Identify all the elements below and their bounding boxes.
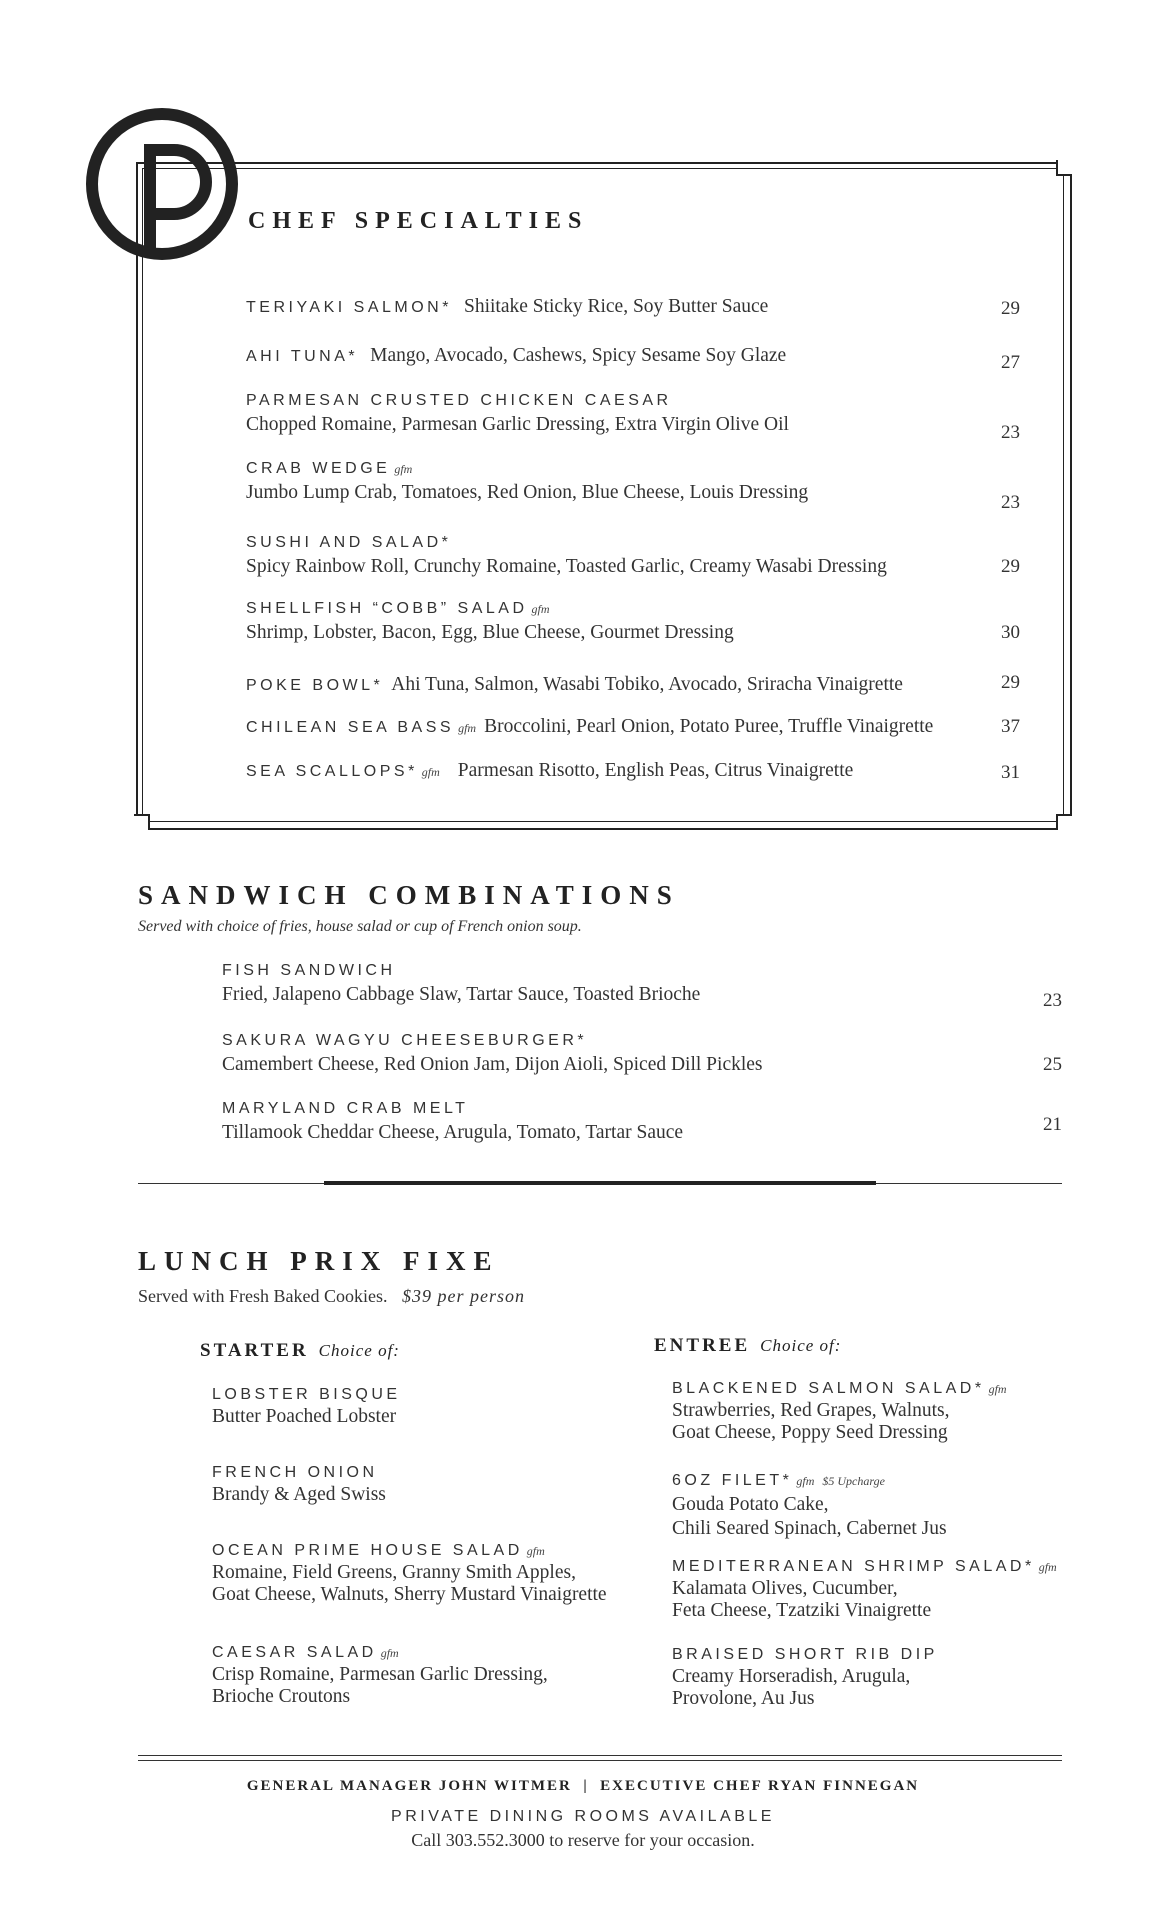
item-desc: Shiitake Sticky Rice, Soy Butter Sauce [463, 296, 769, 317]
footer-private-dining: PRIVATE DINING ROOMS AVAILABLE [391, 1808, 775, 1825]
starter-label: STARTER [200, 1340, 309, 1361]
item-price: 23 [1043, 990, 1062, 1011]
item-price: 25 [1043, 1054, 1062, 1075]
menu-item [222, 1032, 1002, 1076]
item-name: 6OZ FILET* [672, 1472, 793, 1489]
item-name: CRAB WEDGE [246, 460, 391, 477]
gfm-tag: gfm [421, 765, 440, 779]
menu-item [246, 600, 976, 644]
menu-item [222, 962, 1002, 1006]
item-desc: Romaine, Field Greens, Granny Smith Apples, [212, 1562, 576, 1583]
entree-item [672, 1472, 1072, 1540]
item-desc: Spicy Rainbow Roll, Crunchy Romaine, Toasted Garlic, Creamy Wasabi Dressing [246, 556, 887, 577]
entree-choice: Choice of: [760, 1336, 842, 1355]
divider-accent [324, 1181, 876, 1185]
menu-item [246, 534, 976, 578]
item-price: 30 [1001, 622, 1020, 643]
starter-item [212, 1644, 652, 1708]
footer-rule [138, 1755, 1062, 1756]
menu-item [246, 392, 976, 436]
prix-fixe-title: LUNCH PRIX FIXE [138, 1246, 500, 1276]
item-desc: Butter Poached Lobster [212, 1406, 397, 1427]
item-name: CHILEAN SEA BASS [246, 719, 455, 736]
item-desc: Parmesan Risotto, English Peas, Citrus Vinaigrette [457, 760, 854, 781]
gfm-tag: gfm [796, 1474, 815, 1488]
menu-item [246, 760, 976, 782]
item-desc: Chopped Romaine, Parmesan Garlic Dressing, Extra Virgin Olive Oil [246, 414, 789, 435]
item-name: SHELLFISH “COBB” SALAD [246, 600, 528, 617]
menu-item [246, 345, 976, 367]
item-name: PARMESAN CRUSTED CHICKEN CAESAR [246, 392, 672, 409]
gfm-tag: gfm [531, 602, 550, 616]
menu-item [246, 716, 976, 738]
entree-item [672, 1558, 1092, 1622]
sandwich-subtitle: Served with choice of fries, house salad or cup of French onion soup. [138, 918, 582, 935]
item-desc: Crisp Romaine, Parmesan Garlic Dressing, [212, 1664, 548, 1685]
starter-item [212, 1464, 652, 1506]
item-desc: Ahi Tuna, Salmon, Wasabi Tobiko, Avocado, Sriracha Vinaigrette [391, 674, 903, 695]
item-desc: Tillamook Cheddar Cheese, Arugula, Tomato, Tartar Sauce [222, 1122, 684, 1143]
footer-rule [138, 1760, 1062, 1761]
item-name: SAKURA WAGYU CHEESEBURGER* [222, 1032, 588, 1049]
prix-fixe-served: Served with Fresh Baked Cookies. [138, 1286, 388, 1306]
item-desc: Creamy Horseradish, Arugula, [672, 1666, 911, 1687]
item-desc: Strawberries, Red Grapes, Walnuts, [672, 1400, 950, 1421]
entree-item [672, 1380, 1072, 1444]
frame-corner [1056, 160, 1072, 176]
starter-heading [200, 1340, 400, 1362]
entree-item [672, 1646, 1072, 1710]
item-name: TERIYAKI SALMON* [246, 299, 452, 316]
item-desc: Provolone, Au Jus [672, 1688, 815, 1709]
item-price: 23 [1001, 492, 1020, 513]
footer-reserve: Call 303.552.3000 to reserve for your occasion. [411, 1830, 755, 1850]
prix-fixe-price: $39 per person [401, 1286, 525, 1306]
item-name: CAESAR SALAD [212, 1644, 377, 1661]
item-desc: Broccolini, Pearl Onion, Potato Puree, Truffle Vinaigrette [484, 716, 934, 737]
logo-letter: P [82, 104, 83, 105]
frame-corner [134, 814, 150, 830]
menu-item [246, 674, 976, 696]
item-name: MEDITERRANEAN SHRIMP SALAD* [672, 1558, 1035, 1575]
item-desc: Kalamata Olives, Cucumber, [672, 1578, 898, 1599]
frame-corner [1056, 814, 1072, 830]
item-desc: Camembert Cheese, Red Onion Jam, Dijon Aioli, Spiced Dill Pickles [222, 1054, 763, 1075]
menu-item [222, 1100, 1002, 1144]
item-name: BRAISED SHORT RIB DIP [672, 1646, 938, 1663]
item-name: SUSHI AND SALAD* [246, 534, 452, 551]
item-desc: Gouda Potato Cake, [672, 1494, 829, 1515]
item-name: POKE BOWL* [246, 677, 384, 694]
gfm-tag: gfm [458, 721, 477, 735]
entree-label: ENTREE [654, 1335, 751, 1356]
item-desc: Brioche Croutons [212, 1686, 351, 1707]
item-price: 31 [1001, 762, 1020, 783]
gfm-tag: gfm [394, 462, 413, 476]
starter-item [212, 1386, 652, 1428]
item-name: MARYLAND CRAB MELT [222, 1100, 469, 1117]
item-price: 29 [1001, 556, 1020, 577]
menu-item [246, 460, 976, 504]
gfm-tag: gfm [526, 1544, 545, 1558]
item-name: OCEAN PRIME HOUSE SALAD [212, 1542, 523, 1559]
item-price: 21 [1043, 1114, 1062, 1135]
starter-item [212, 1542, 652, 1606]
footer-staff: GENERAL MANAGER JOHN WITMER | EXECUTIVE CHEF RYAN FINNEGAN [246, 1778, 920, 1794]
sandwich-title: SANDWICH COMBINATIONS [138, 880, 680, 910]
item-desc: Chili Seared Spinach, Cabernet Jus [672, 1518, 947, 1539]
gfm-tag: gfm [988, 1382, 1007, 1396]
item-desc: Feta Cheese, Tzatziki Vinaigrette [672, 1600, 932, 1621]
item-name: FRENCH ONION [212, 1464, 378, 1481]
item-desc: Shrimp, Lobster, Bacon, Egg, Blue Cheese, Gourmet Dressing [246, 622, 734, 643]
entree-heading [654, 1335, 841, 1357]
item-name: AHI TUNA* [246, 348, 359, 365]
item-price: 27 [1001, 352, 1020, 373]
item-price: 23 [1001, 422, 1020, 443]
item-desc: Jumbo Lump Crab, Tomatoes, Red Onion, Blue Cheese, Louis Dressing [246, 482, 809, 503]
menu-item [246, 296, 976, 318]
item-name: SEA SCALLOPS* [246, 763, 418, 780]
item-name: FISH SANDWICH [222, 962, 396, 979]
item-desc: Fried, Jalapeno Cabbage Slaw, Tartar Sauce, Toasted Brioche [222, 984, 701, 1005]
item-desc: Brandy & Aged Swiss [212, 1484, 386, 1505]
item-desc: Goat Cheese, Poppy Seed Dressing [672, 1422, 948, 1443]
item-price: 37 [1001, 716, 1020, 737]
item-desc: Mango, Avocado, Cashews, Spicy Sesame Soy Glaze [370, 345, 787, 366]
chef-specialties-title: CHEF SPECIALTIES [248, 208, 589, 234]
item-price: 29 [1001, 298, 1020, 319]
starter-choice: Choice of: [318, 1341, 400, 1360]
item-name: LOBSTER BISQUE [212, 1386, 401, 1403]
item-desc: Goat Cheese, Walnuts, Sherry Mustard Vinaigrette [212, 1584, 607, 1605]
item-price: 29 [1001, 672, 1020, 693]
prix-fixe-subtitle [138, 1286, 525, 1307]
item-name: BLACKENED SALMON SALAD* [672, 1380, 985, 1397]
gfm-tag: gfm [1038, 1560, 1057, 1574]
gfm-tag: gfm [380, 1646, 399, 1660]
upcharge-note: $5 Upcharge [822, 1474, 885, 1488]
